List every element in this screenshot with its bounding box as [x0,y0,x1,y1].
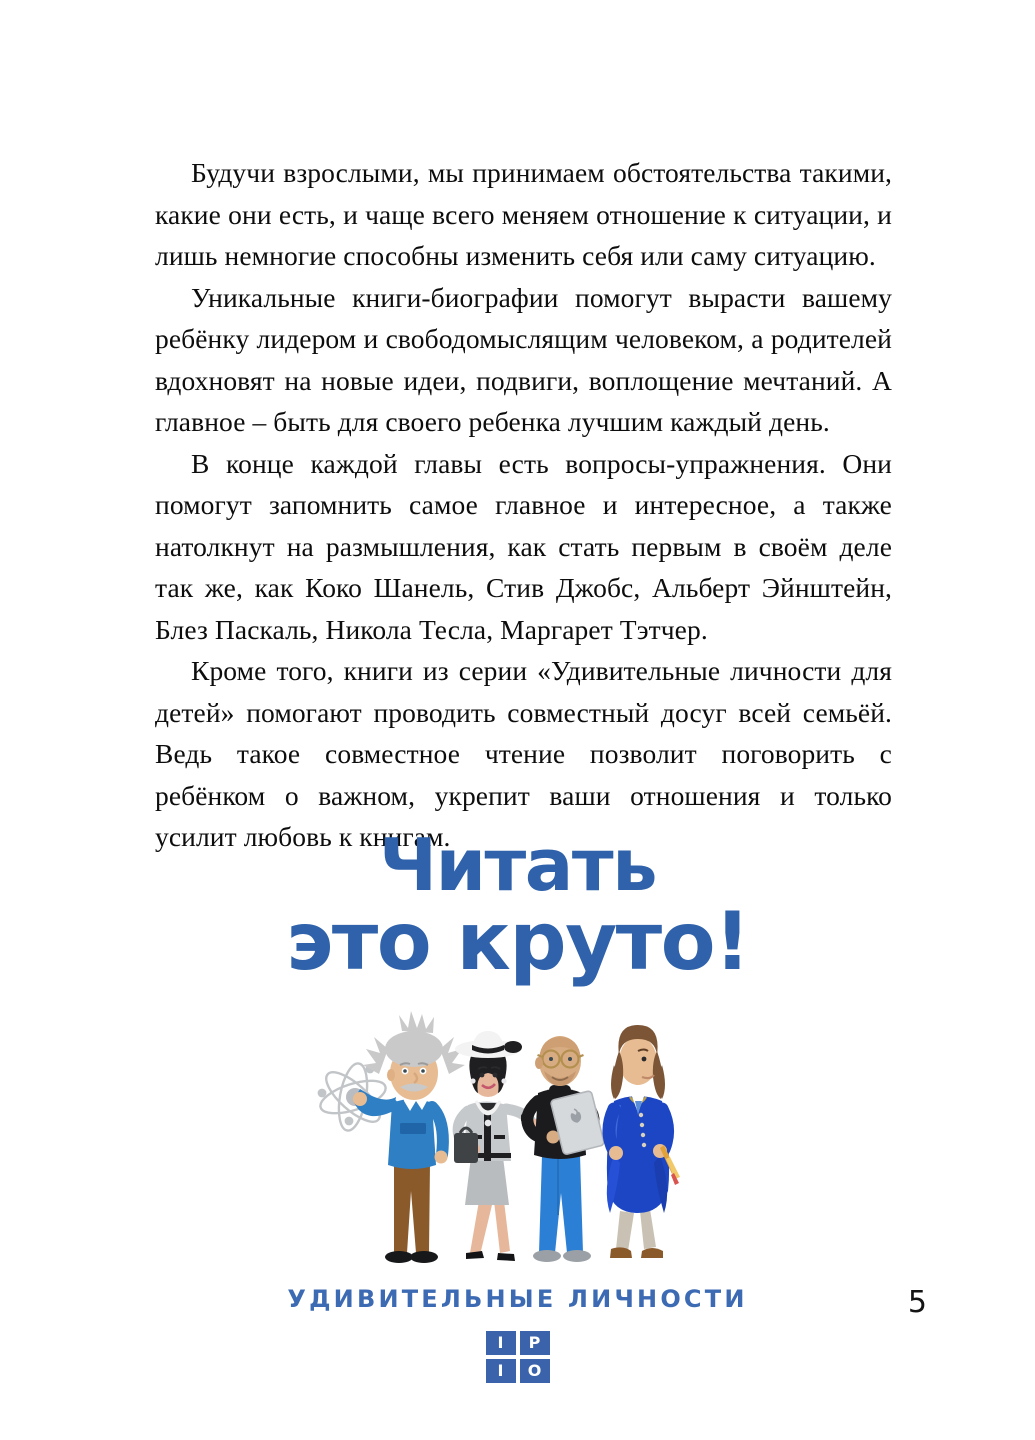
paragraph: Кроме того, книги из серии «Удивительные личности для детей» помогают проводить совместный досуг всей семьёй. Ведь такое совместное чтение позволит поговорить с ребёнком о важном, укрепит ваши отношения и только усилит любовь к книгам. [155,655,892,852]
publisher-logo-cell: І [486,1331,516,1355]
series-illustration [308,1005,728,1275]
publisher-logo [486,1331,550,1383]
paragraph: Уникальные книги-биографии помогут вырасти вашему ребёнку лидером и свободомыслящим человеком, а родителей вдохновят на новые идеи, подвиги, воплощение мечтаний. А главное – быть для своего ребенка лучшим каждый день. [155,281,892,437]
promo-block [0,823,1035,1383]
publisher-logo-cell: І [486,1359,516,1383]
body-text-column [155,152,892,858]
figure-einstein [316,1011,464,1263]
promo-headline [0,823,1035,988]
paragraph: В конце каждой главы есть вопросы-упражнения. Они помогут запомнить самое главное и интересное, а также натолкнут на размышления, как стать первым в своём деле так же, как Коко Шанель, Стив Джобс, Альберт Эйнштейн, Блез Паскаль, Никола Тесла, Маргарет Тэтчер. [155,447,892,645]
promo-headline-line2: это круто! [285,894,750,988]
figure-coco-chanel [454,1031,542,1261]
four-figures-illustration [308,1005,728,1275]
einstein-hair [363,1011,465,1074]
publisher-logo-cell: Р [520,1331,550,1355]
promo-headline-line1: Читать [378,823,657,907]
series-caption: УДИВИТЕЛЬНЫЕ ЛИЧНОСТИ [287,1284,748,1313]
figure-blaise-pascal [606,1025,679,1258]
chanel-hat [455,1031,522,1058]
paragraph: Будучи взрослыми, мы принимаем обстоятельства такими, какие они есть, и чаще всего меняем отношение к ситуации, и лишь немногие способны изменить себя или саму ситуацию. [155,157,892,271]
publisher-logo-cell: О [520,1359,550,1383]
page-number: 5 [907,1285,927,1320]
figure-steve-jobs [527,1036,604,1262]
